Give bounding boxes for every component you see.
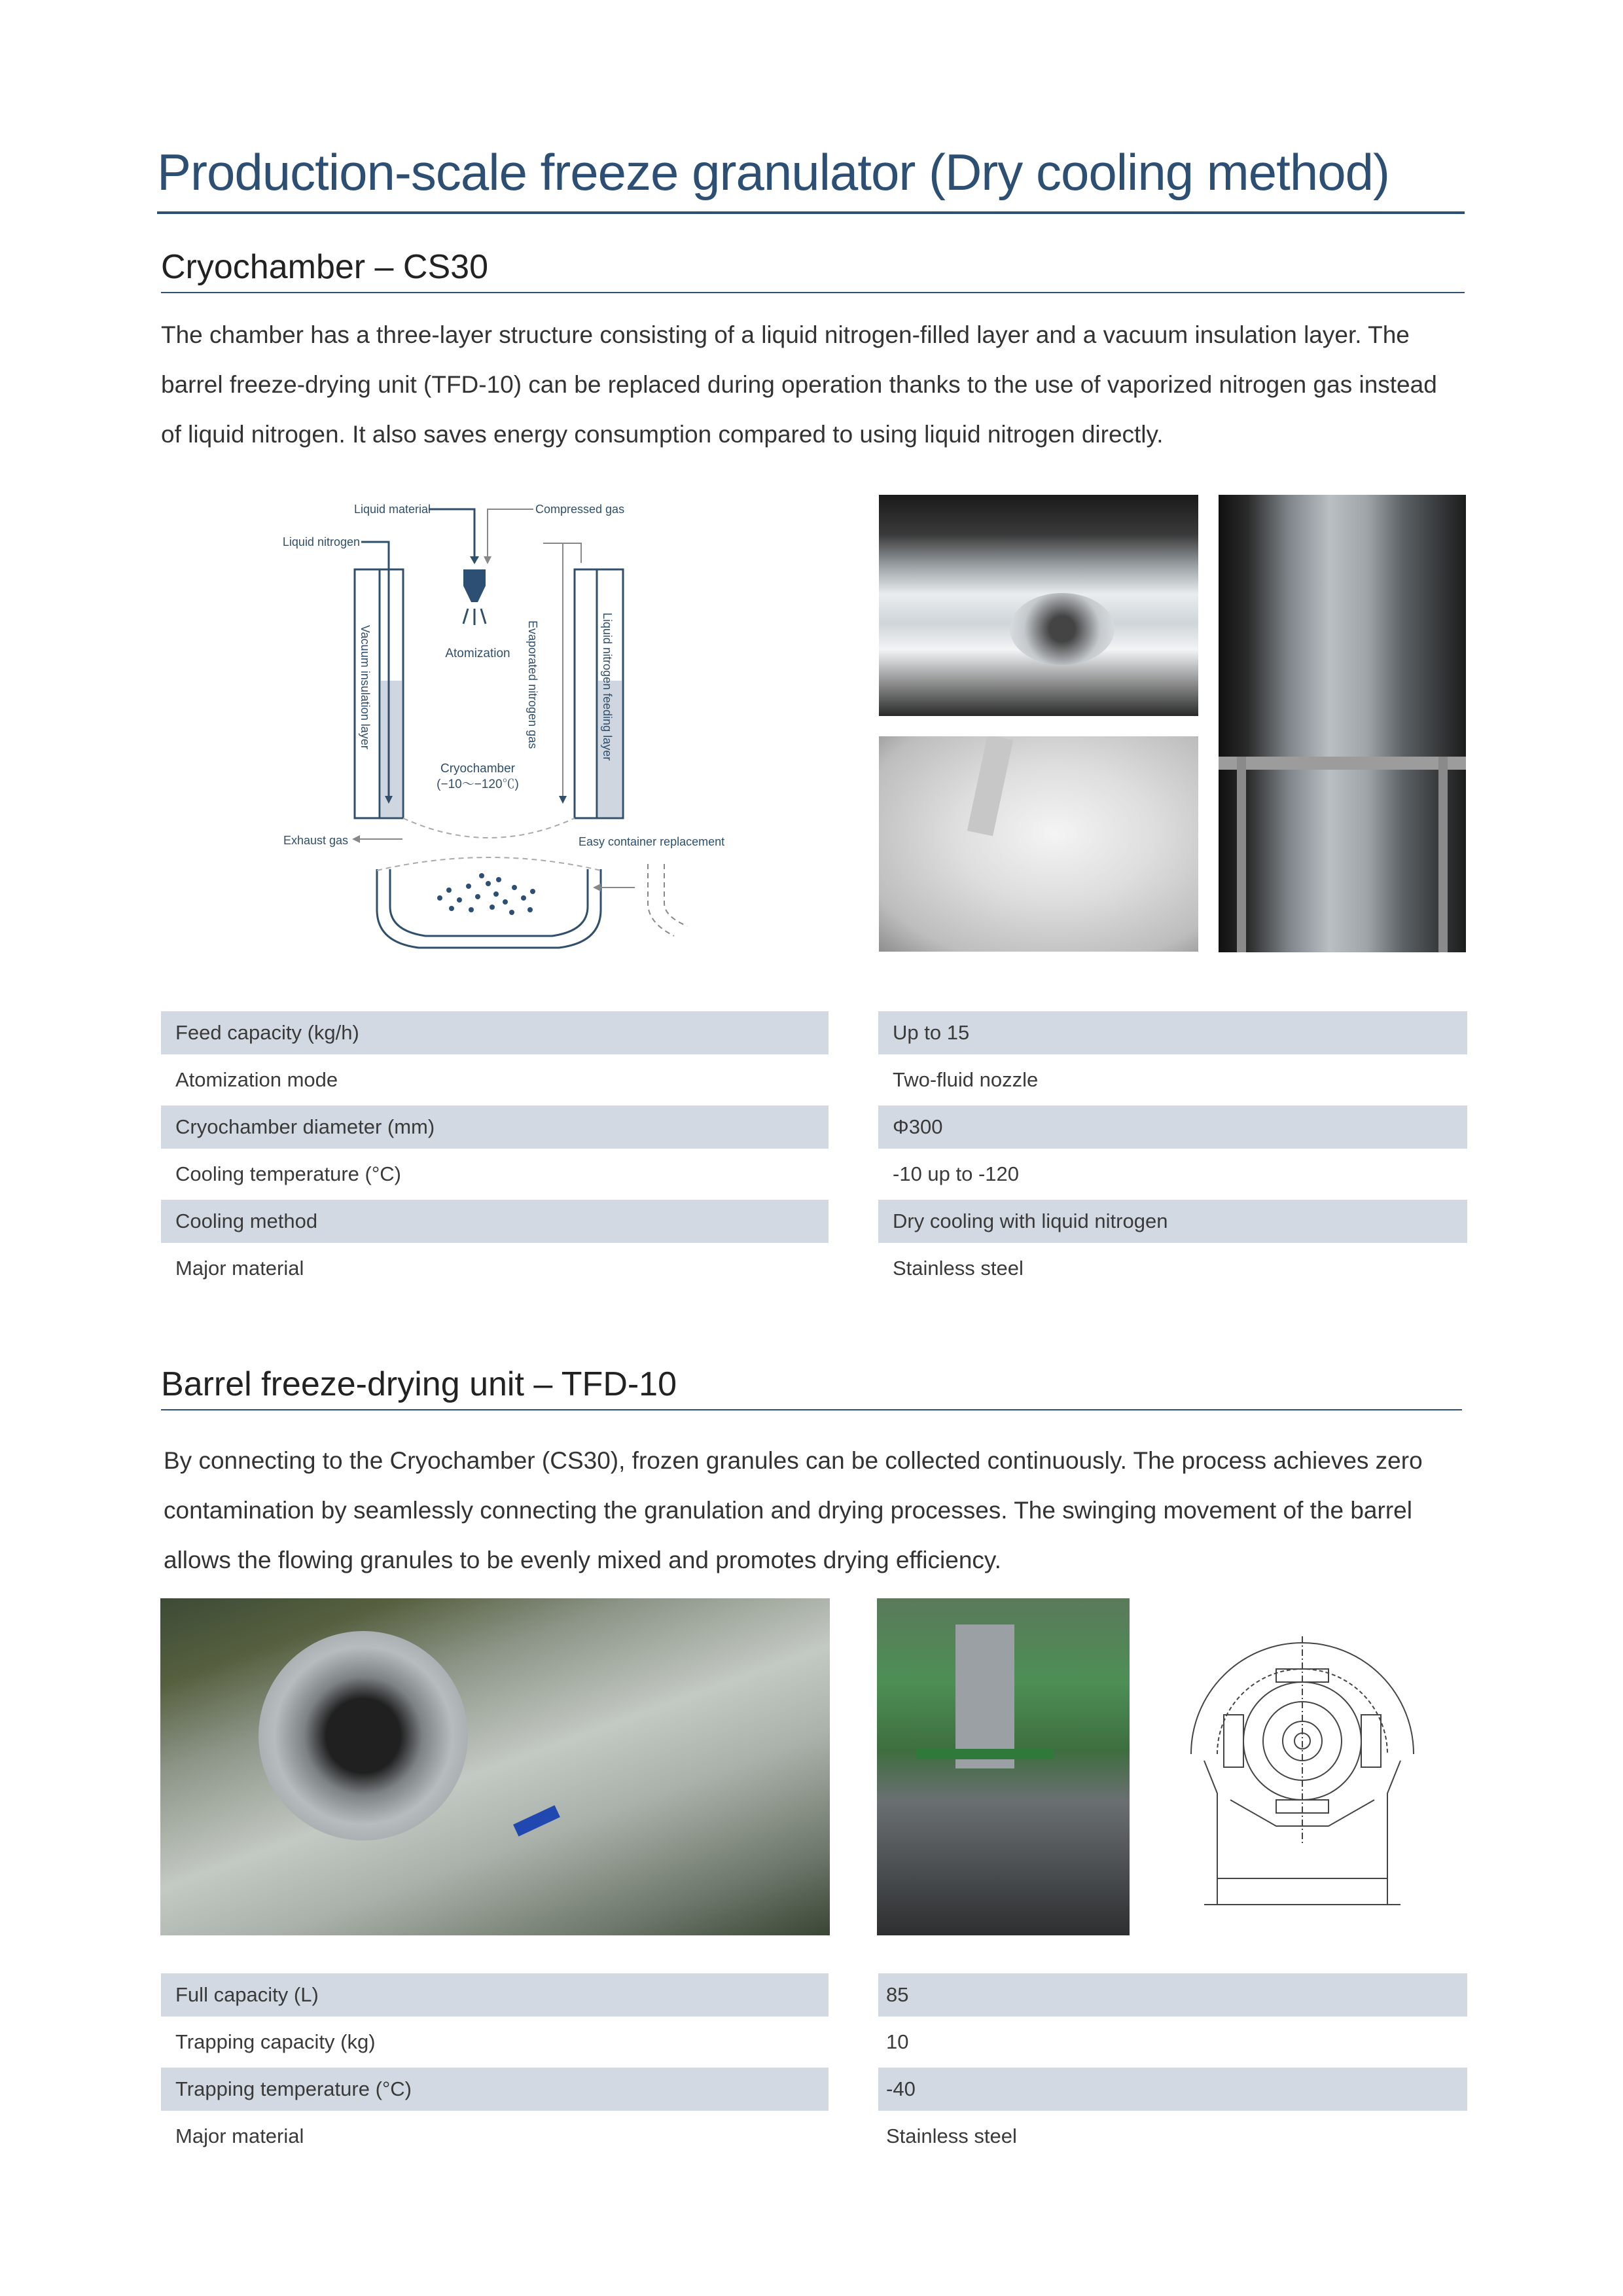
spec-value: Up to 15 [878,1011,1467,1054]
section-heading-tfd10: Barrel freeze-drying unit – TFD-10 [161,1365,677,1403]
cryochamber-diagram [255,491,766,956]
spec-label: Cooling temperature (°C) [175,1162,401,1185]
spec-value: Stainless steel [886,2125,1017,2147]
title-divider [157,211,1465,214]
spec-value: -40 [878,2068,1467,2111]
cs30-spec-labels [161,1011,829,1294]
scoop-shape [967,736,1013,836]
port-shape [1010,593,1115,665]
label-evaporated-gas: Evaporated nitrogen gas [526,620,539,749]
spec-label: Cooling method [161,1200,829,1243]
cs30-description-line: barrel freeze-drying unit (TFD-10) can be replaced during operation thanks to the use of vaporized nitrogen gas instead [161,371,1437,398]
container-inner [390,869,588,936]
spec-label: Trapping temperature (°C) [161,2068,829,2111]
frame-leg-left [1237,757,1246,952]
barrel-drawing [1178,1630,1427,1931]
tfd10-description-line: By connecting to the Cryochamber (CS30), frozen granules can be collected continuously. The process achieves zero [164,1447,1423,1474]
spec-label: Major material [175,2125,304,2147]
cs30-description [161,310,1466,459]
barrel-photo [160,1598,830,1935]
tfd10-spec-labels [161,1973,829,2162]
cryochamber-full-photo [1219,495,1466,952]
label-compressed-gas: Compressed gas [535,503,625,516]
section-heading-cs30: Cryochamber – CS30 [161,248,488,286]
label-cryochamber-temp: (−10〜−120℃) [437,778,519,791]
spec-label: Full capacity (L) [161,1973,829,2017]
tfd10-description-line: allows the flowing granules to be evenly mixed and promotes drying efficiency. [164,1547,1001,1573]
spec-value: Two-fluid nozzle [893,1068,1039,1091]
section-divider-cs30 [161,292,1465,293]
cs30-description-line: The chamber has a three-layer structure consisting of a liquid nitrogen-filled layer and a vacuum insulation layer. The [161,321,1410,348]
tfd10-description [164,1436,1469,1585]
frozen-powder-photo [879,736,1198,952]
nozzle-icon [463,569,486,602]
frame-shape [916,1749,1054,1759]
spec-value: Dry cooling with liquid nitrogen [878,1200,1467,1243]
label-feeding-layer: Liquid nitrogen feeding layer [601,613,614,761]
spec-value: 10 [886,2030,909,2053]
spec-label: Feed capacity (kg/h) [161,1011,829,1054]
installation-photo [877,1598,1130,1935]
label-exhaust-gas: Exhaust gas [283,834,348,847]
spec-label: Atomization mode [175,1068,338,1091]
valve-handle [513,1805,560,1837]
spec-label: Trapping capacity (kg) [175,2030,376,2053]
liquid-material-line [429,509,474,563]
label-easy-replacement: Easy container replacement [579,835,725,848]
section-divider-tfd10 [161,1409,1462,1410]
page-title: Production-scale freeze granulator (Dry cooling method) [157,143,1389,201]
spec-value: Φ300 [878,1105,1467,1149]
spec-value: -10 up to -120 [893,1162,1020,1185]
cs30-description-line: of liquid nitrogen. It also saves energy consumption compared to using liquid nitrogen directly. [161,421,1164,448]
tfd10-description-line: contamination by seamlessly connecting the granulation and drying processes. The swinging movement of the barrel [164,1497,1412,1524]
label-vacuum-layer: Vacuum insulation layer [359,625,372,749]
spec-label: Cryochamber diameter (mm) [161,1105,829,1149]
spec-label: Major material [175,1257,304,1280]
cryochamber-top-photo [879,495,1198,716]
frame-bar [1219,757,1466,770]
compressed-gas-line [488,509,533,563]
label-liquid-nitrogen: Liquid nitrogen [282,535,360,548]
inner-wall-right [575,569,598,818]
tfd10-spec-values [878,1973,1467,2162]
granules [437,873,535,915]
cs30-spec-values [878,1011,1467,1294]
column-shape [955,1624,1014,1768]
label-cryochamber: Cryochamber [440,762,516,776]
evaporated-gas-line [543,543,563,798]
spec-value: Stainless steel [893,1257,1024,1280]
label-liquid-material: Liquid material [353,503,431,516]
frame-leg-right [1438,757,1448,952]
sight-glass-shape [259,1631,468,1840]
spec-value: 85 [878,1973,1467,2017]
label-atomization: Atomization [445,647,510,660]
